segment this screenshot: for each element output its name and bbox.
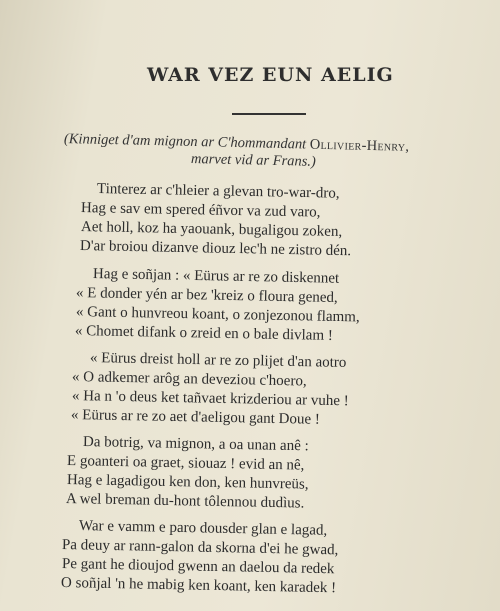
stanza-4-line-3: Hag e lagadigou ken don, ken hunvreüs, — [66, 472, 309, 493]
stanza-2-line-4: « Chomet difank o zreid en o bale divlam ! — [74, 323, 333, 344]
stanza-3-line-1: « Eürus dreist holl ar re zo plijet d'an aotro — [89, 350, 347, 371]
stanza-1-line-4: D'ar broiou dizanve diouz lec'h ne zistro dén. — [79, 238, 352, 260]
stanza-4-line-4: A wel breman du-hont tôlennou dudìus. — [65, 491, 305, 512]
stanza-5-line-2: Pa deuy ar rann-galon da skorna d'ei he gwad, — [61, 537, 339, 559]
stanza-4-line-2: E goanteri oa graet, siouaz ! evid an nê, — [66, 453, 305, 474]
stanza-1-line-2: Hag e sav em spered éñvor va zud varo, — [80, 200, 321, 221]
poem-title: WAR VEZ EUN AELIG — [147, 64, 394, 86]
stanza-2-line-2: « E donder yén ar bez 'kreiz o floura gened, — [75, 285, 338, 307]
title-divider — [232, 113, 306, 115]
stanza-2-line-3: « Gant o hunvreou koant, o zonjezonou flamm, — [75, 304, 360, 326]
stanza-2-line-1: Hag e soñjan : « Eürus ar re zo diskennet — [92, 266, 340, 287]
dedication-line-2 — [191, 151, 316, 171]
dedication-name: Ollivier-Henry, — [309, 136, 410, 155]
stanza-5-line-3: Pe gant he dioujod gwenn an daelou da redek — [61, 556, 335, 578]
stanza-1-line-3: Aet holl, koz ha yaouank, bugaligou zoken, — [80, 219, 343, 241]
stanza-1-line-1: Tinterez ar c'hleier a glevan tro-war-dro, — [96, 181, 340, 202]
stanza-4-line-1: Da botrig, va mignon, a oa unan anê : — [82, 434, 309, 455]
stanza-5-line-1: War e vamm e paro dousder glan e lagad, — [78, 518, 328, 539]
dedication-text: (Kinniget d'am mignon ar C'hommandant — [63, 131, 307, 153]
dedication-text-2: marvet vid ar Frans.) — [190, 151, 317, 170]
stanza-5-line-4: O soñjal 'n he mabig ken koant, ken karadek ! — [60, 575, 337, 597]
stanza-3-line-4: « Eürus ar re zo aet d'aeligou gant Doue ! — [70, 407, 320, 428]
stanza-3-line-3: « Ha n 'o deus ket tañvaet krizderiou ar vuhe ! — [71, 388, 349, 410]
stanza-3-line-2: « O adkemer arôg an deveziou c'hoero, — [71, 369, 307, 390]
